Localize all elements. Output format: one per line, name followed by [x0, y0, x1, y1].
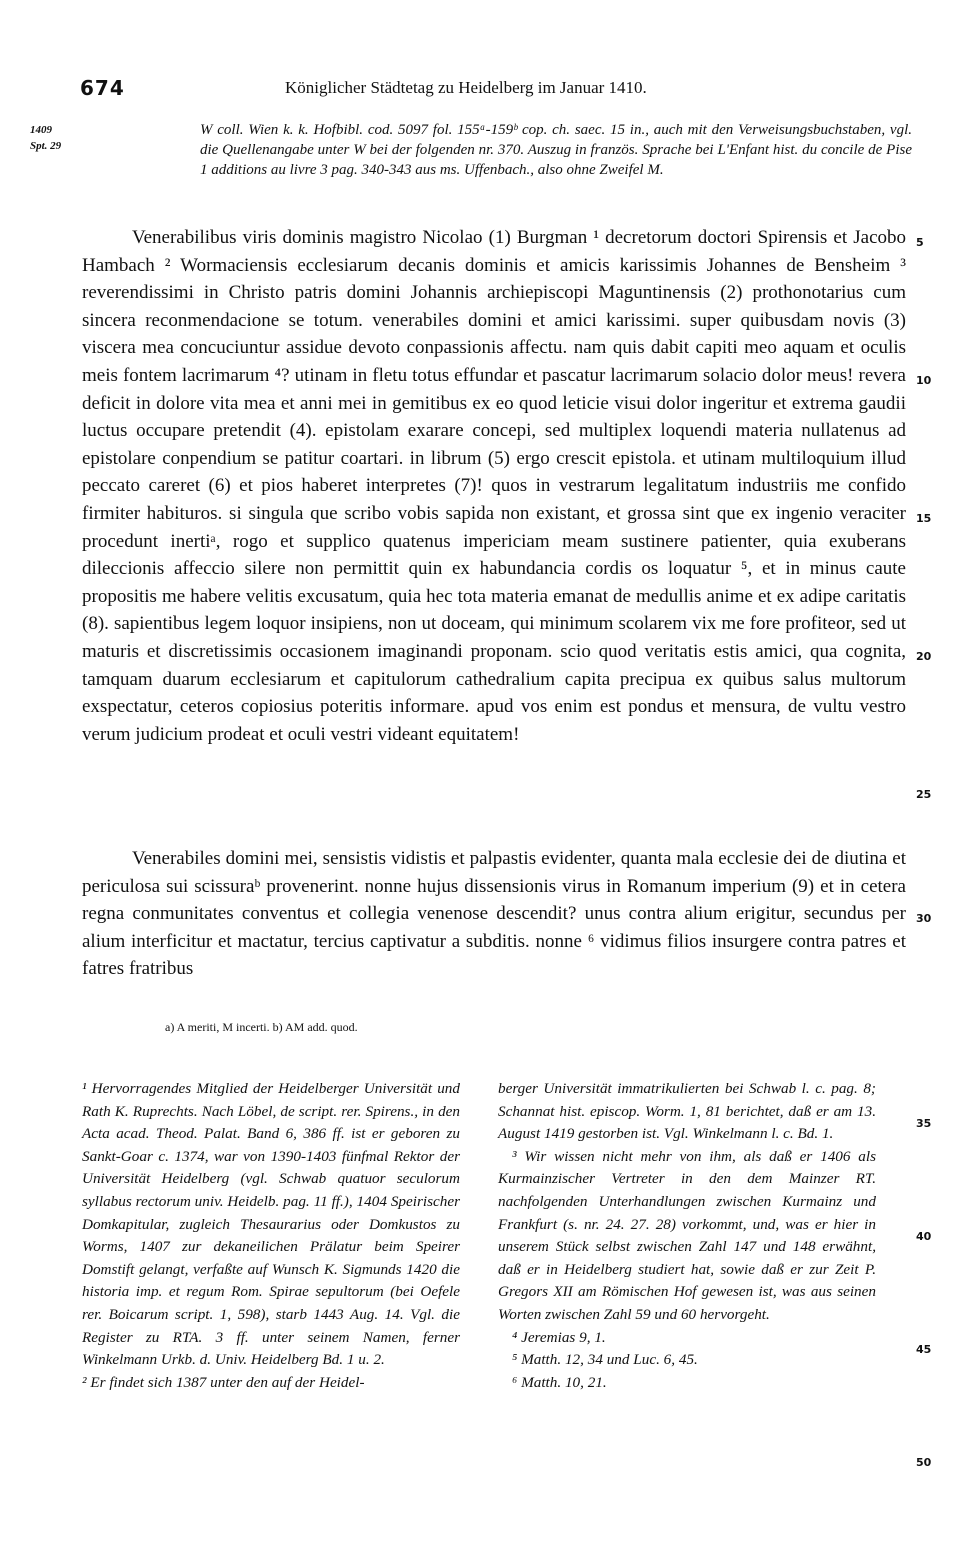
body-paragraph: Venerabilibus viris dominis magistro Nicolao (1) Burgman ¹ decretorum doctori Spirensis et Jacobo Hambach ² Wormaciensis ecclesiarum decanis dominis et amicis karissimis Johannes de Bensheim ³ reverendissimi in Christo patris domini Johannis archiepiscopi Maguntinensis (2) prothonotarius cum sincera reconmendacione se totum. venerabiles domini et amici karissimi. super quibusdam novis (3) viscera mea concuciuntur assidue devoto conpassionis affectu. nam quis dabit capiti meo aquam et oculis meis fontem lacrimarum ⁴? utinam in fletu totus effundar et pascatur lacrimarum solacio dolor meus! revera deficit in dolore vita mea et anni mei in gemitibus ex eo quod leticie visui dolor ingeritur et extrema gaudii luctus occupare pretendit (4). epistolam exarare concepi, sed multiplex loquendi materia nullatenus ad epistolare conpendium se patitur coartari. in librum (5) ergo crescit epistola. et utinam multiloquium illud peccato careret (6) et pios haberet interpretes (7)! quos in vestrarum legalitatum industriis me confido firmiter habituros. si singula que scribo vobis sapida non existant, et grossa sint que ex ingenio veraciter procedunt inertiᵃ, rogo et supplico quatenus impericiam meam sustinere patienter, quia exuberans dileccionis affeccio silere non permittit quin ex habundancia cordis os loquatur ⁵, et in minus caute propositis me habere velitis excusatum, quia hec tota materia emanat de medullis anime et ex adipe caritatis (8). sapientibus legem loquor insipiens, non ut doceam, qui minimum scolarem vix me fore profiteor, sed ut maturis et discretissimis occasionem imaginandi proponam. scio quod veritatis estis amici, qua cognita, tamquam duarum ecclesiarum et capitulorum cathedralium capita precipua ex quibus salus multorum exspectatur, ceteros copiosius poteritis informare. apud vos enim est pondus et mensura, de vultu vestro verum judicium prodeat et oculi vestri videant equitatem! — [82, 227, 906, 745]
line-number: 10 — [916, 374, 932, 387]
footnotes-left-column — [82, 1078, 460, 1394]
line-number: 50 — [916, 1456, 932, 1469]
footnote: ⁵ Matth. 12, 34 und Luc. 6, 45. — [512, 1351, 698, 1369]
source-note: W coll. Wien k. k. Hofbibl. cod. 5097 fol. 155ᵃ-159ᵇ cop. ch. saec. 15 in., auch mit den Verweisungsbuchstaben, vgl. die Quellenangabe unter W bei der folgenden nr. 370. Auszug in französ. Sprache bei L'Enfant hist. du concile de Pise 1 additions au livre 3 pag. 340-343 aus ms. Uffenbach., also ohne Zweifel M. — [200, 122, 912, 178]
page-header — [80, 76, 900, 102]
footnote: ⁴ Jeremias 9, 1. — [512, 1328, 606, 1346]
footnote: ³ Wir wissen nicht mehr von ihm, als daß er 1406 als Kurmainzischer Vertreter in den dem Mainzer RT. nachfolgenden Unterhandlungen zwischen Kurmainz und Frankfurt (s. nr. 24. 27. 28) vorkommt, und, was er hier in unserem Stück selbst zwischen Zahl 147 und 148 erwähnt, daß er in Heidelberg studiert hat, sowie daß er zur Zeit P. Gregors XII am Römischen Hof gewesen ist, was aus seinen Worten zwischen Zahl 59 und 60 hervorgeht. — [498, 1147, 876, 1323]
line-number: 20 — [916, 650, 932, 663]
line-number: 40 — [916, 1230, 932, 1243]
running-title: Königlicher Städtetag zu Heidelberg im Januar 1410. — [285, 78, 647, 97]
footnote: ² Er findet sich 1387 unter den auf der Heidel- — [82, 1373, 365, 1391]
footnote: ⁶ Matth. 10, 21. — [512, 1373, 607, 1391]
line-number: 35 — [916, 1117, 932, 1130]
page-number: 674 — [80, 76, 125, 100]
margin-date — [30, 122, 61, 154]
line-number: 5 — [916, 236, 924, 249]
margin-year: 1409 — [30, 124, 52, 136]
footnote: ¹ Hervorragendes Mitglied der Heidelberger Universität und Rath K. Ruprechts. Nach Löbel, de script. rer. Spirens., in den Acta acad. Theod. Palat. Band 6, 386 ff. ist er geboren zu Sankt-Goar c. 1374, war von 1390-1403 fünfmal Rektor der Universität Heidelberg (vgl. Schwab quatuor seculorum syllabus rectorum univ. Heidelb. pag. 11 ff.), 1404 Speirischer Domkapitular, zugleich Thesaurarius oder Domkustos zu Worms, 1407 zur dekaneilichen Prälatur beim Speirer Domstift gelangt, verfaßte auf Wunsch K. Sigmunds 1420 die historia imp. et regum Rom. Spirae sepultorum (bei Oefele rer. Boicarum script. 1, 598), starb 1443 Aug. 14. Vgl. die Register zu RTA. 3 ff. unter seinem Namen, ferner Winkelmann Urkb. d. Univ. Heidelberg Bd. 1 u. 2. — [82, 1080, 460, 1369]
line-number: 25 — [916, 788, 932, 801]
footnotes-right-column — [498, 1078, 876, 1394]
line-number: 45 — [916, 1343, 932, 1356]
line-number: 15 — [916, 512, 932, 525]
body-paragraph: Venerabiles domini mei, sensistis vidistis et palpastis evidenter, quanta mala ecclesie dei de diutina et periculosa sui scissuraᵇ provenerint. nonne hujus dissensionis virus in Romanum imperium (9) et in cetera regna conmunitates conventus et collegia venenose descendit? unus contra alium erigitur, secundus per alium interficitur et mactatur, tercius captivatur a subditis. nonne ⁶ vidimus filios insurgere contra patres et fatres fratribus — [82, 848, 906, 980]
margin-day: Spt. 29 — [30, 140, 62, 152]
line-number: 30 — [916, 912, 932, 925]
footnote: berger Universität immatrikulierten bei Schwab l. c. pag. 8; Schannat hist. episcop. Worm. 1, 81 berichtet, daß er am 13. August 1419 gestorben ist. Vgl. Winkelmann l. c. Bd. 1. — [498, 1080, 876, 1143]
critical-apparatus: a) A meriti, M incerti. b) AM add. quod. — [165, 1020, 358, 1034]
